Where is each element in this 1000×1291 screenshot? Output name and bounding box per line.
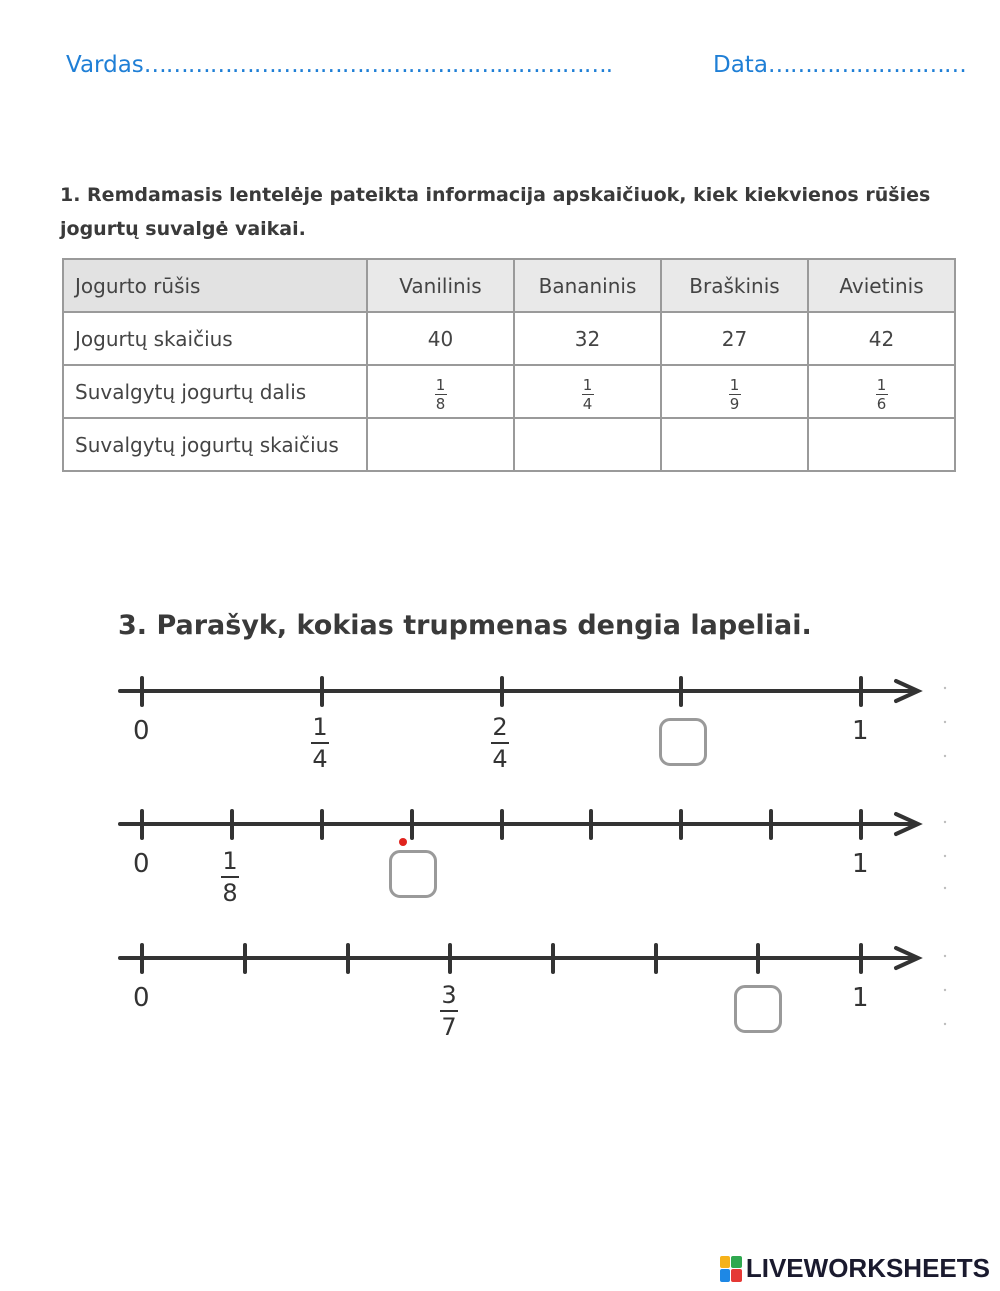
fraction-numerator: 1 [222,847,238,875]
logo-mark-icon [720,1256,742,1282]
task3-title: 3. Parašyk, kokias trupmenas dengia lapeliai. [118,610,812,641]
answer-box-line2[interactable] [389,850,437,898]
line2-fraction-1 [221,848,239,906]
label-one: 1 [852,716,869,746]
fraction-denominator: 6 [876,395,887,413]
logo-square [720,1256,731,1269]
type-cell: Braškinis [661,259,808,312]
fraction-numerator: 1 [312,713,328,741]
label-zero: 0 [133,849,150,879]
row-header-count: Jogurtų skaičius [63,312,367,365]
marker-dot [399,838,407,846]
type-cell: Bananinis [514,259,661,312]
logo-text: LIVEWORKSHEETS [745,1253,990,1283]
answer-box-line1[interactable] [659,718,707,766]
fraction-numerator: 1 [582,376,593,394]
line1-fraction-1 [311,714,329,772]
label-zero: 0 [133,983,150,1013]
fraction-numerator: 2 [492,713,508,741]
fraction-denominator: 7 [441,1013,457,1041]
line3-fraction-1 [440,982,458,1040]
task1-instruction: 1. Remdamasis lentelėje pateikta informacija apskaičiuok, kiek kiekvienos rūšies jogurtų suvalgė vaikai. [60,184,931,240]
type-cell: Vanilinis [367,259,514,312]
count-cell: 27 [661,312,808,365]
fraction-denominator: 4 [492,745,508,773]
label-one: 1 [852,849,869,879]
fraction-numerator: 3 [441,981,457,1009]
row-header-type: Jogurto rūšis [63,259,367,312]
label-one: 1 [852,983,869,1013]
logo-square [731,1256,742,1269]
date-label: Data [713,52,768,78]
fraction-denominator: 8 [222,879,238,907]
fraction-numerator: 1 [435,376,446,394]
answer-box-line3[interactable] [734,985,782,1033]
type-cell: Avietinis [808,259,955,312]
logo-square [720,1269,731,1282]
name-label: Vardas [66,52,144,78]
line1-fraction-2 [491,714,509,772]
row-header-fraction: Suvalgytų jogurtų dalis [63,365,367,418]
fraction-denominator: 9 [729,395,740,413]
count-cell: 32 [514,312,661,365]
date-dots[interactable]: ……………………… [767,52,966,78]
liveworksheets-logo [720,1253,990,1284]
fraction-numerator: 1 [729,376,740,394]
fraction-denominator: 4 [312,745,328,773]
label-zero: 0 [133,716,150,746]
count-cell: 42 [808,312,955,365]
fraction-denominator: 4 [582,395,593,413]
fraction-numerator: 1 [876,376,887,394]
fraction-denominator: 8 [435,395,446,413]
count-cell: 40 [367,312,514,365]
row-header-eaten-count: Suvalgytų jogurtų skaičius [63,418,367,471]
name-dots[interactable]: ………………………………………………………. [143,52,613,78]
logo-square [731,1269,742,1282]
